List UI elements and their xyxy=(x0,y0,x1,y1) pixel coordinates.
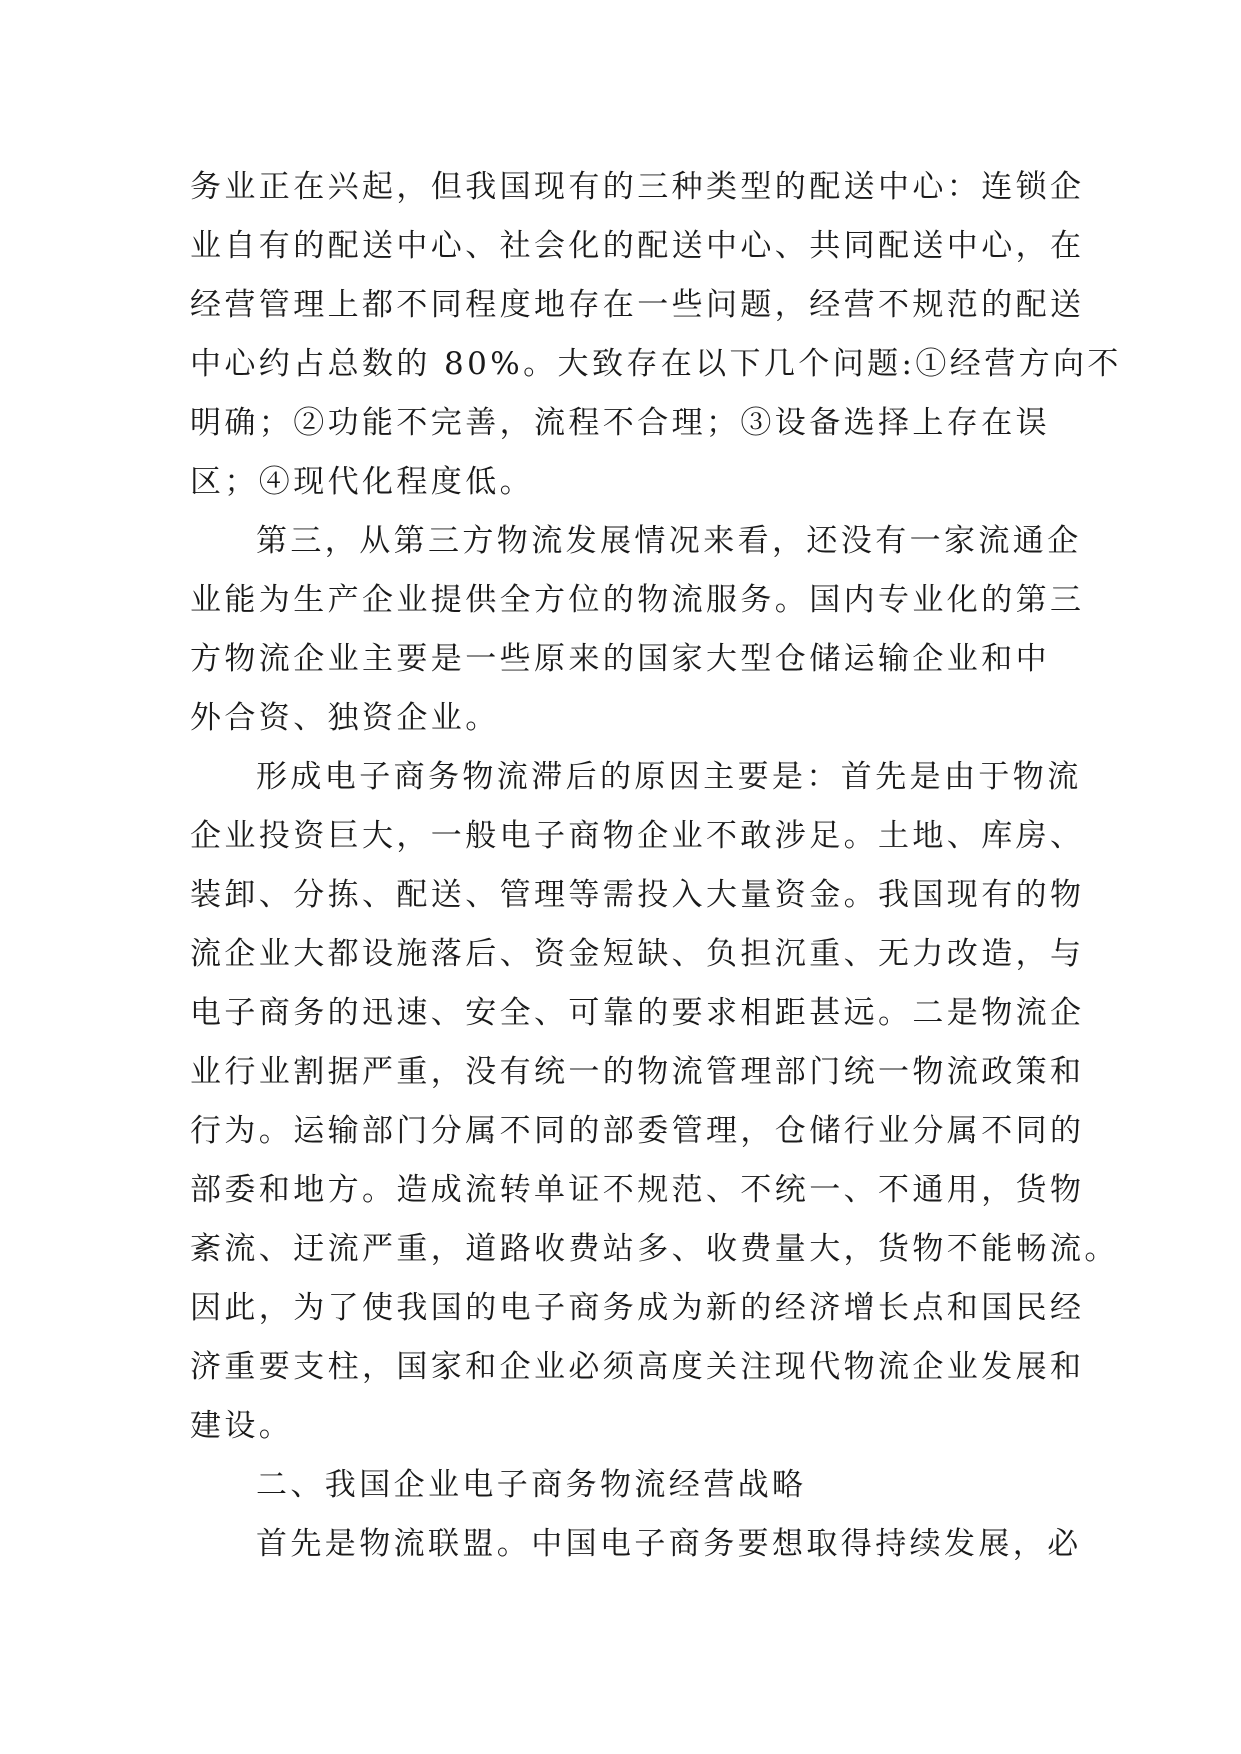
text-line: 务业正在兴起，但我国现有的三种类型的配送中心：连锁企 xyxy=(190,169,1085,205)
paragraph-1 xyxy=(190,158,1122,512)
text-line: 业能为生产企业提供全方位的物流服务。国内专业化的第三 xyxy=(190,582,1085,618)
paragraph-2 xyxy=(190,512,1085,748)
text-line: 紊流、迂流严重，道路收费站多、收费量大，货物不能畅流。 xyxy=(190,1231,1119,1267)
section-heading xyxy=(190,1456,1050,1515)
text-line: 济重要支柱，国家和企业必须高度关注现代物流企业发展和 xyxy=(190,1349,1085,1385)
paragraph-5 xyxy=(190,1515,1082,1574)
text-line: 流企业大都设施落后、资金短缺、负担沉重、无力改造，与 xyxy=(190,936,1085,972)
text-line: 明确；②功能不完善，流程不合理；③设备选择上存在误 xyxy=(190,405,1050,441)
paragraph-3 xyxy=(190,748,1119,1456)
text-line: 因此，为了使我国的电子商务成为新的经济增长点和国民经 xyxy=(190,1290,1085,1326)
text-line: 业自有的配送中心、社会化的配送中心、共同配送中心，在 xyxy=(190,228,1085,264)
text-line: 首先是物流联盟。中国电子商务要想取得持续发展，必 xyxy=(256,1526,1082,1562)
text-line: 经营管理上都不同程度地存在一些问题，经营不规范的配送 xyxy=(190,287,1085,323)
text-line: 方物流企业主要是一些原来的国家大型仓储运输企业和中 xyxy=(190,641,1050,677)
text-line: 行为。运输部门分属不同的部委管理，仓储行业分属不同的 xyxy=(190,1113,1085,1149)
text-line: 第三，从第三方物流发展情况来看，还没有一家流通企 xyxy=(256,523,1082,559)
text-line: 部委和地方。造成流转单证不规范、不统一、不通用，货物 xyxy=(190,1172,1085,1208)
text-line: 业行业割据严重，没有统一的物流管理部门统一物流政策和 xyxy=(190,1054,1085,1090)
text-line: 外合资、独资企业。 xyxy=(190,700,500,736)
heading-text: 二、我国企业电子商务物流经营战略 xyxy=(256,1467,807,1503)
document-body xyxy=(190,158,1122,1574)
text-line: 企业投资巨大，一般电子商物企业不敢涉足。土地、库房、 xyxy=(190,818,1085,854)
text-line: 形成电子商务物流滞后的原因主要是：首先是由于物流 xyxy=(256,759,1082,795)
text-line: 中心约占总数的 80%。大致存在以下几个问题:①经营方向不 xyxy=(190,346,1122,382)
text-line: 建设。 xyxy=(190,1408,294,1444)
text-line: 装卸、分拣、配送、管理等需投入大量资金。我国现有的物 xyxy=(190,877,1085,913)
text-line: 电子商务的迅速、安全、可靠的要求相距甚远。二是物流企 xyxy=(190,995,1085,1031)
text-line: 区；④现代化程度低。 xyxy=(190,464,534,500)
